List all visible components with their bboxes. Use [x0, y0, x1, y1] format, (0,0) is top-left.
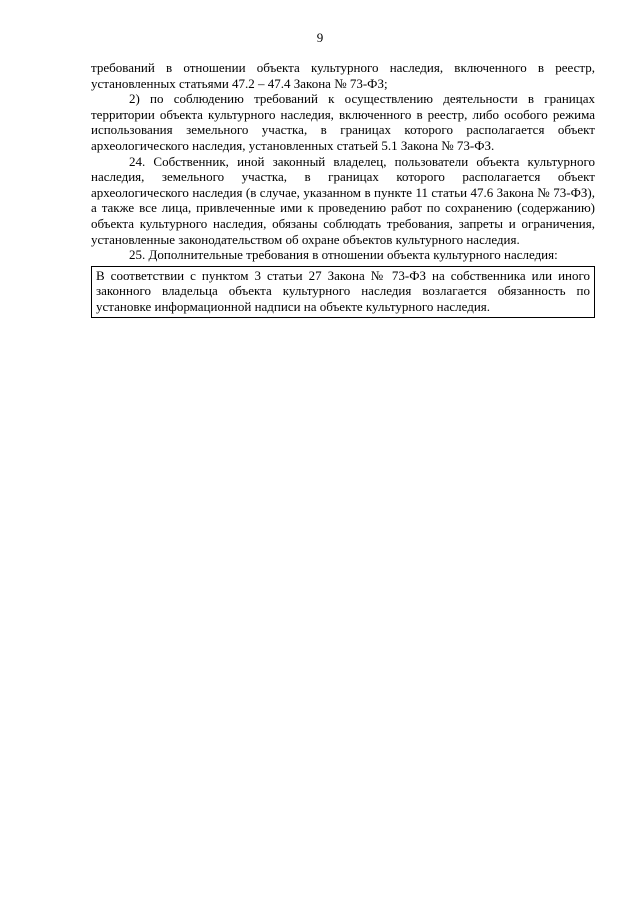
document-body [91, 60, 595, 318]
paragraph-25: 25. Дополнительные требования в отношении объекта культурного наследия: [129, 247, 558, 263]
paragraph-24: 24. Собственник, иной законный владелец, пользователи объекта культурного наследия, земельного участка, в границах которого располагается объект археологического наследия (в случае, указанном в пункте 11 статьи 47.6 Закона № 73-ФЗ), а также все лица, привлеченные ими к проведению работ по сохранению (содержанию) объекта культурного наследия, обязаны соблюдать требования, запреты и ограничения, установленные законодательством об охране объектов культурного наследия. [91, 153, 595, 247]
additional-requirements-box: В соответствии с пунктом 3 статьи 27 Закона № 73-ФЗ на собственника или иного законного владельца объекта культурного наследия возлагается обязанность по установке информационной надписи на объекте культурного наследия. [91, 266, 595, 318]
paragraph-item-2: 2) по соблюдению требований к осуществлению деятельности в границах территории объекта культурного наследия, включенного в реестр, либо особого режима использования земельного участка, в границах которого располагается объект археологического наследия, установленных статьей 5.1 Закона № 73-ФЗ. [91, 91, 595, 153]
page-number: 9 [316, 30, 324, 45]
paragraph-continuation: требований в отношении объекта культурного наследия, включенного в реестр, установленных статьями 47.2 – 47.4 Закона № 73-ФЗ; [91, 60, 595, 91]
